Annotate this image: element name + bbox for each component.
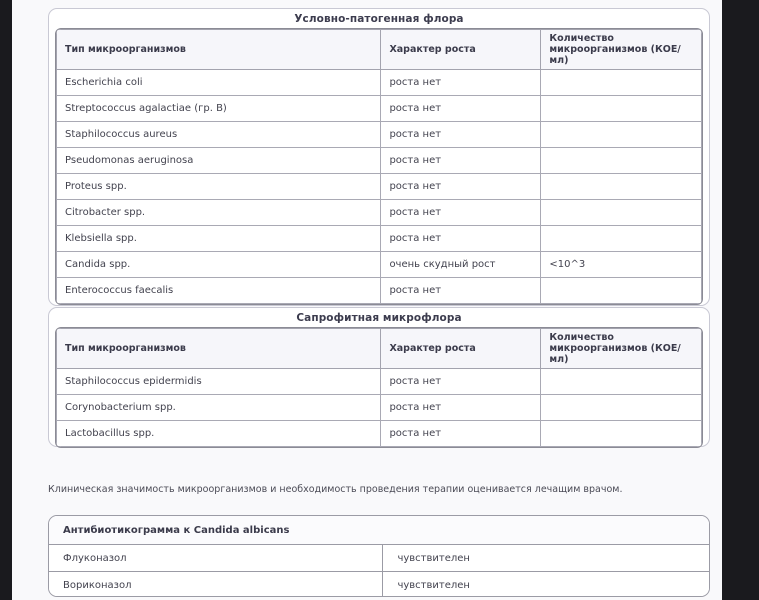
col-header-growth: Характер роста [381,30,541,70]
opportunistic-flora-table [56,29,702,304]
cell-drug: Флуконазол [49,545,383,572]
section-opportunistic-flora [48,8,710,306]
col-header-count: Количество микроорганизмов (КОЕ/мл) [541,329,702,369]
table-row [57,200,702,226]
header-row [57,329,702,369]
table-row [57,122,702,148]
cell-growth: роста нет [381,96,541,122]
antibiogram-table [49,544,709,597]
table-row [57,70,702,96]
cell-sensitivity: чувствителен [383,572,709,598]
table-row [49,545,709,572]
cell-growth: роста нет [381,278,541,304]
cell-count [541,421,702,447]
cell-count [541,70,702,96]
col-header-growth: Характер роста [381,329,541,369]
col-header-organism: Тип микроорганизмов [57,329,381,369]
col-header-count: Количество микроорганизмов (КОЕ/мл) [541,30,702,70]
cell-organism: Escherichia coli [57,70,381,96]
table-row [57,148,702,174]
left-frame-bar [0,0,12,600]
section-title: Условно-патогенная флора [294,13,464,25]
cell-organism: Proteus spp. [57,174,381,200]
table-row [57,278,702,304]
cell-count [541,226,702,252]
cell-sensitivity: чувствителен [383,545,709,572]
table-row [57,369,702,395]
col-header-organism: Тип микроорганизмов [57,30,381,70]
saprophytic-flora-table [56,328,702,447]
cell-count [541,278,702,304]
section-title: Сапрофитная микрофлора [296,312,462,324]
cell-growth: роста нет [381,174,541,200]
cell-organism: Enterococcus faecalis [57,278,381,304]
cell-count: <10^3 [541,252,702,278]
cell-organism: Corynobacterium spp. [57,395,381,421]
cell-growth: роста нет [381,200,541,226]
table-row [57,252,702,278]
cell-growth: роста нет [381,70,541,96]
section-saprophytic-flora [48,307,710,447]
cell-organism: Citrobacter spp. [57,200,381,226]
cell-organism: Candida spp. [57,252,381,278]
cell-count [541,174,702,200]
table-row [57,395,702,421]
cell-count [541,369,702,395]
cell-growth: роста нет [381,395,541,421]
table-row [57,226,702,252]
section-antibiogram [48,515,710,597]
cell-growth: роста нет [381,226,541,252]
cell-organism: Pseudomonas aeruginosa [57,148,381,174]
cell-drug: Вориконазол [49,572,383,598]
antibiogram-title: Антибиотикограмма к Candida albicans [49,516,709,544]
cell-growth: роста нет [381,369,541,395]
cell-organism: Staphilococcus epidermidis [57,369,381,395]
table-row [57,421,702,447]
cell-growth: роста нет [381,148,541,174]
table-frame [55,327,703,448]
table-row [49,572,709,598]
cell-count [541,200,702,226]
right-frame-bar [722,0,759,600]
cell-count [541,96,702,122]
cell-growth: очень скудный рост [381,252,541,278]
cell-organism: Lactobacillus spp. [57,421,381,447]
cell-growth: роста нет [381,421,541,447]
cell-organism: Klebsiella spp. [57,226,381,252]
header-row [57,30,702,70]
cell-count [541,122,702,148]
cell-organism: Staphilococcus aureus [57,122,381,148]
table-frame [55,28,703,305]
table-row [57,96,702,122]
cell-count [541,395,702,421]
cell-count [541,148,702,174]
cell-growth: роста нет [381,122,541,148]
cell-organism: Streptococcus agalactiae (гр. B) [57,96,381,122]
clinical-significance-note: Клиническая значимость микроорганизмов и необходимость проведения терапии оценивается лечащим врачом. [48,484,623,495]
table-row [57,174,702,200]
